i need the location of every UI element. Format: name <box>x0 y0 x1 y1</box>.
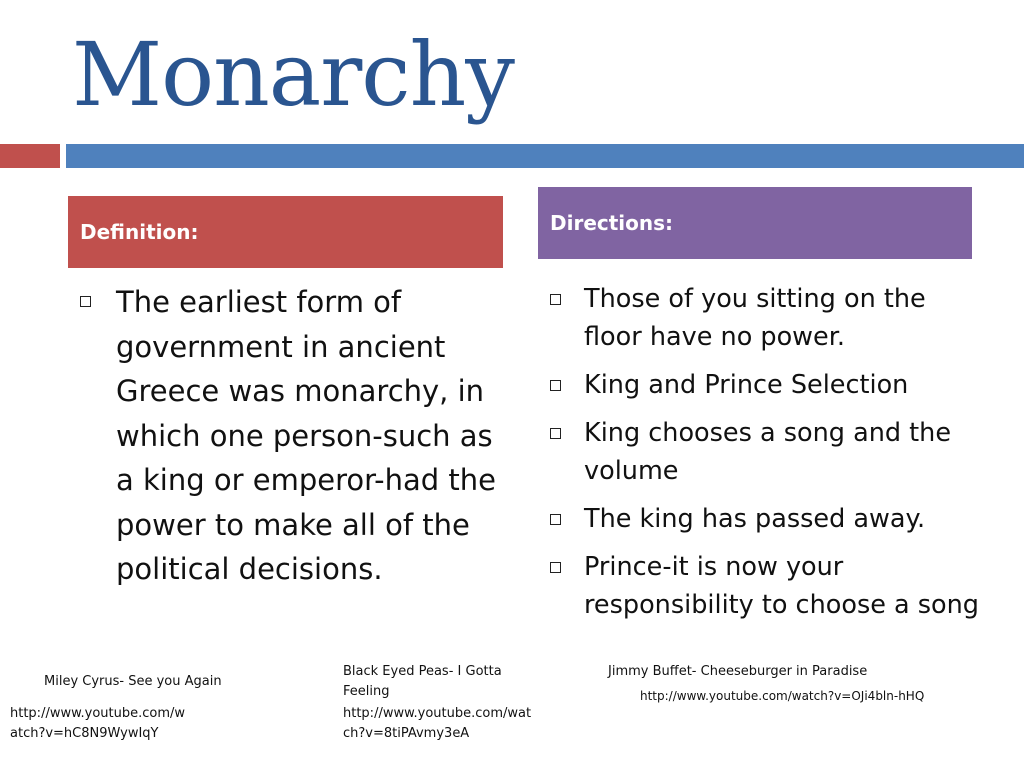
directions-header-label: Directions: <box>550 211 674 235</box>
definition-list <box>80 280 500 592</box>
list-item <box>550 366 980 404</box>
song-title-2: Black Eyed Peas- I Gotta Feeling <box>343 664 502 699</box>
song-title-1: Miley Cyrus- See you Again <box>44 674 222 689</box>
definition-header <box>68 196 503 268</box>
list-item <box>550 548 980 624</box>
directions-header <box>538 187 972 259</box>
directions-item-text: Those of you sitting on the floor have no power. <box>584 284 926 352</box>
definition-header-label: Definition: <box>80 220 199 244</box>
directions-item-text: Prince-it is now your responsibility to choose a song <box>584 552 979 620</box>
list-item <box>80 280 500 592</box>
song-link-3[interactable]: http://www.youtube.com/watch?v=OJi4bln-hHQ <box>640 689 925 703</box>
list-item <box>550 500 980 538</box>
slide-title: Monarchy <box>72 23 514 126</box>
square-bullet-icon <box>80 296 91 307</box>
song-link-1[interactable]: http://www.youtube.com/watch?v=hC8N9WywIqY <box>10 706 186 741</box>
definition-text: The earliest form of government in ancient Greece was monarchy, in which one person-such as a king or emperor-had the power to make all of the political decisions. <box>116 285 497 586</box>
song-link-2[interactable]: http://www.youtube.com/watch?v=8tiPAvmy3eA <box>343 706 532 741</box>
list-item <box>550 280 980 356</box>
square-bullet-icon <box>550 562 561 573</box>
title-accent-bar-red <box>0 144 60 168</box>
square-bullet-icon <box>550 380 561 391</box>
square-bullet-icon <box>550 294 561 305</box>
directions-item-text: King and Prince Selection <box>584 370 909 400</box>
square-bullet-icon <box>550 514 561 525</box>
title-accent-bar-blue <box>66 144 1024 168</box>
directions-item-text: The king has passed away. <box>584 504 926 534</box>
list-item <box>550 414 980 490</box>
song-title-3: Jimmy Buffet- Cheeseburger in Paradise <box>608 664 868 679</box>
directions-item-text: King chooses a song and the volume <box>584 418 952 486</box>
square-bullet-icon <box>550 428 561 439</box>
directions-list <box>550 280 980 634</box>
